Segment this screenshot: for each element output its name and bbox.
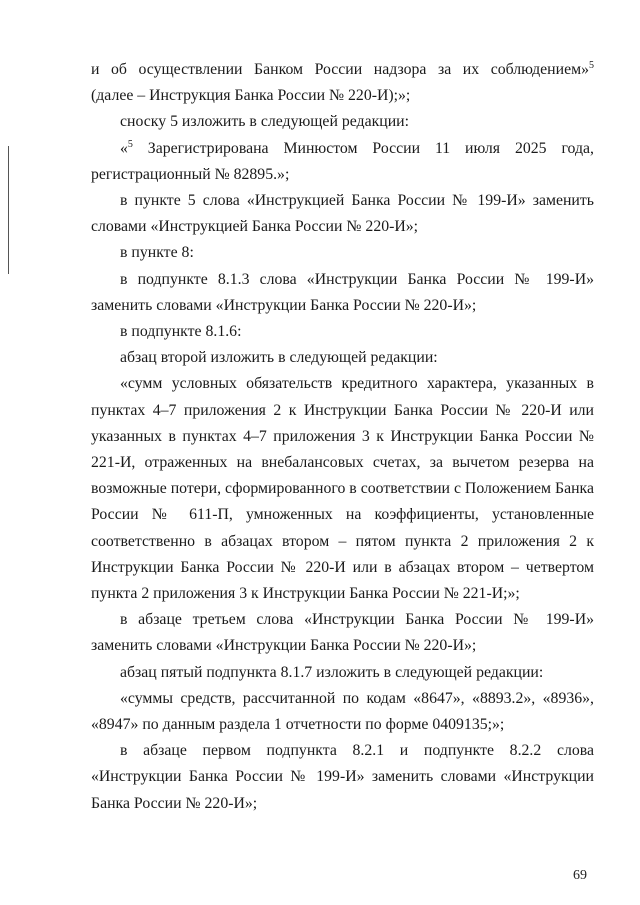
paragraph-9: «сумм условных обязательств кредитного характера, указанных в пунктах 4–7 приложения 2 к Инструкции Банка России № 220-И или указанных в пунктах 4–7 приложения 3 к Инструкции Банка России № 221-И, отраженных на внебалансовых счетах, за вычетом резерва на возможные потери, сформированного в соответствии с Положением Банка России № 611-П, умноженных на коэффициенты, установленные соответственно в абзацах втором – пятом пункта 2 приложения 2 к Инструкции Банка России № 220-И или в абзацах втором – четвертом пункта 2 приложения 3 к Инструкции Банка России № 221-И;»; bbox=[91, 375, 594, 603]
paragraph-3 bbox=[91, 136, 594, 188]
paragraph-13: в абзаце первом подпункта 8.2.1 и подпункте 8.2.2 слова «Инструкции Банка России № 199-И» заменить словами «Инструкции Банка России № 220-И»; bbox=[91, 742, 594, 812]
paragraph-4: в пункте 5 слова «Инструкцией Банка России № 199-И» заменить словами «Инструкцией Банка России № 220-И»; bbox=[91, 192, 594, 236]
paragraph-1-tail: (далее – Инструкция Банка России № 220-И);»; bbox=[91, 87, 411, 105]
margin-change-bar bbox=[8, 146, 9, 274]
paragraph-5: в пункте 8: bbox=[120, 244, 194, 262]
paragraph-6: в подпункте 8.1.3 слова «Инструкции Банка России № 199-И» заменить словами «Инструкции Банка России № 220-И»; bbox=[91, 270, 594, 314]
paragraph-7: в подпункте 8.1.6: bbox=[120, 323, 242, 341]
paragraph-12: «суммы средств, рассчитанной по кодам «8647», «8893.2», «8936», «8947» по данным раздела 1 отчетности по форме 0409135;»; bbox=[91, 689, 594, 734]
paragraph-11: абзац пятый подпункта 8.1.7 изложить в следующей редакции: bbox=[120, 663, 544, 681]
page-number: 69 bbox=[573, 868, 587, 883]
paragraph-10: в абзаце третьем слова «Инструкции Банка России № 199-И» заменить словами «Инструкции Банка России № 220-И»; bbox=[91, 611, 594, 655]
paragraph-1-text: и об осуществлении Банком России надзора за их соблюдением» bbox=[91, 61, 589, 78]
footnote-ref-5: 5 bbox=[589, 60, 594, 71]
paragraph-3-text: Зарегистрирована Минюстом России 11 июля 2025 года, регистрационный № 82895.»; bbox=[91, 139, 594, 183]
footnote-mark-5: 5 bbox=[127, 138, 133, 150]
paragraph-8: абзац второй изложить в следующей редакции: bbox=[120, 349, 438, 367]
paragraph-1 bbox=[91, 57, 594, 109]
paragraph-2: сноску 5 изложить в следующей редакции: bbox=[120, 113, 410, 131]
paragraph-3-lead: « bbox=[120, 139, 128, 157]
document-body bbox=[91, 57, 594, 817]
